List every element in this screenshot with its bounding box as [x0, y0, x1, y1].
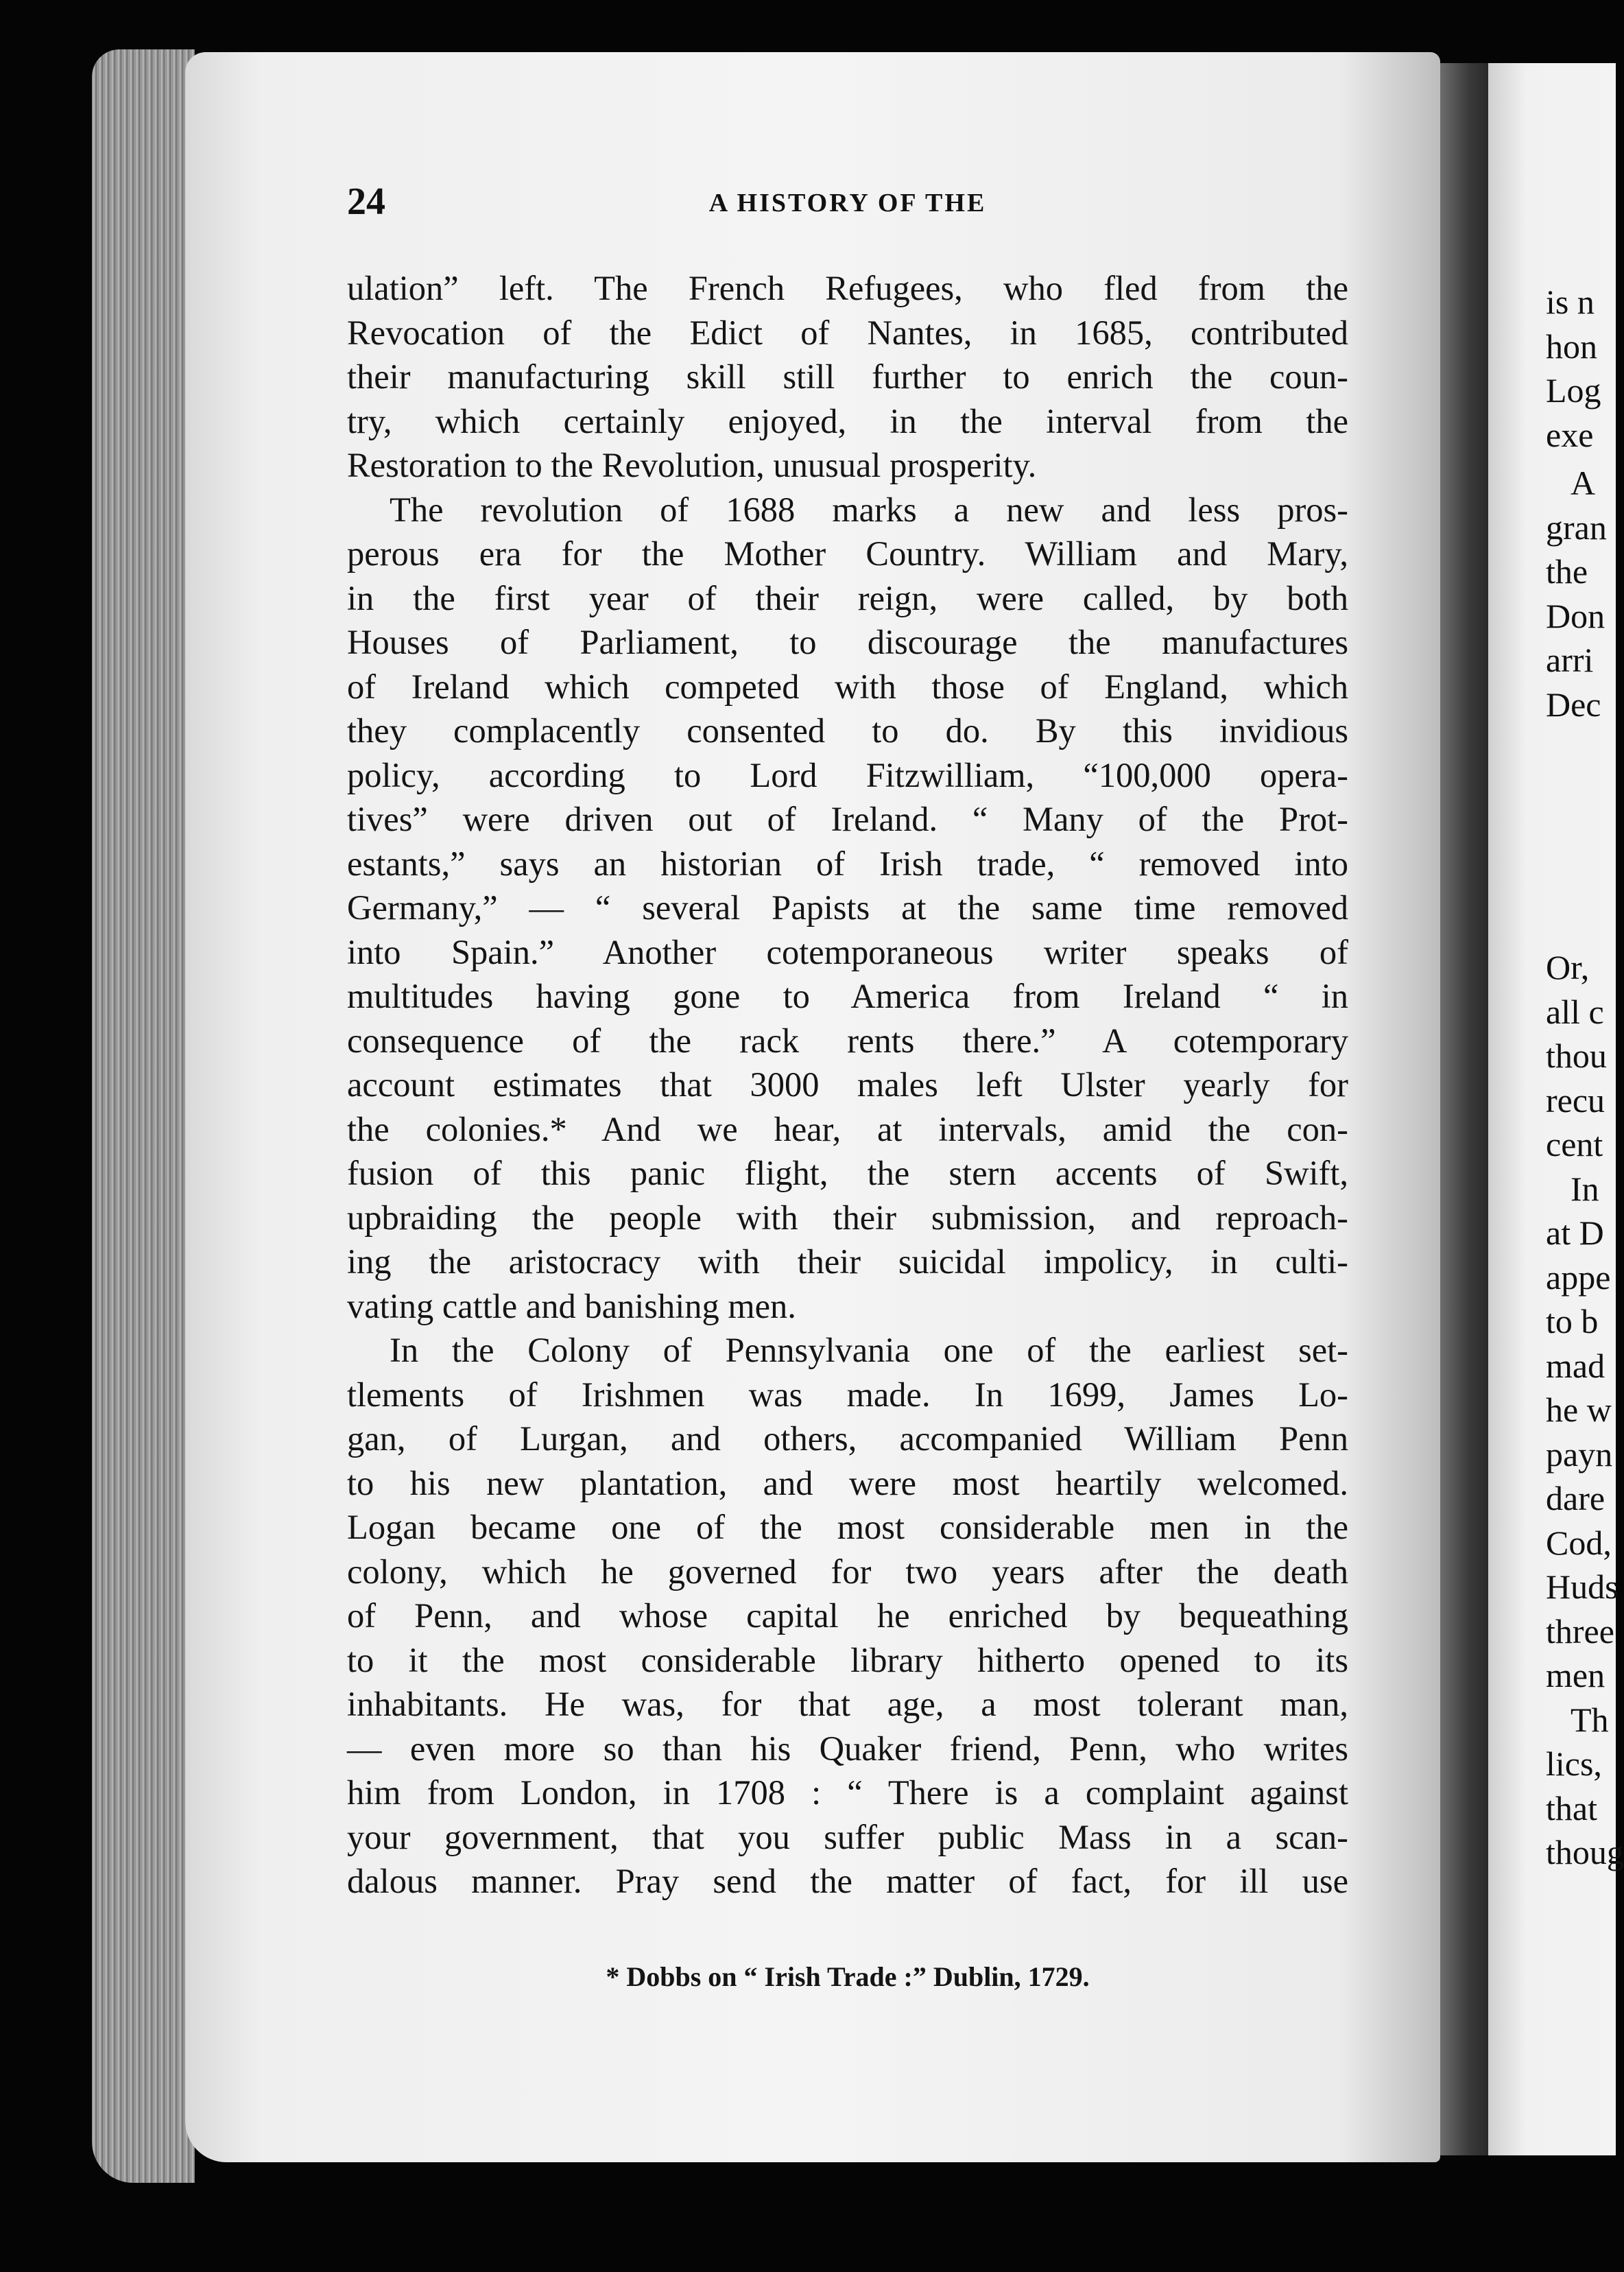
text-line: inhabitants. He was, for that age, a most tolerant man, — [347, 1685, 1348, 1723]
facing-text-line: gran — [1546, 508, 1607, 547]
running-head — [347, 180, 1348, 228]
text-line: estants,” says an historian of Irish trade, “ removed into — [347, 844, 1348, 883]
book-gutter — [1440, 63, 1488, 2155]
text-line: dalous manner. Pray send the matter of fact, for ill use — [347, 1862, 1348, 1900]
facing-text-line: Log — [1546, 371, 1601, 410]
text-line: vating cattle and banishing men. — [347, 1286, 796, 1325]
text-line: tives” were driven out of Ireland. “ Many of the Prot- — [347, 800, 1348, 838]
text-line: him from London, in 1708 : “ There is a complaint against — [347, 1773, 1348, 1812]
text-line: consequence of the rack rents there.” A cotemporary — [347, 1021, 1348, 1060]
text-line: account estimates that 3000 males left Ulster yearly for — [347, 1065, 1348, 1104]
facing-text-line: A — [1571, 464, 1596, 503]
text-line: in the first year of their reign, were called, by both — [347, 578, 1348, 617]
text-line: try, which certainly enjoyed, in the interval from the — [347, 401, 1348, 440]
text-line: In the Colony of Pennsylvania one of the earliest set- — [390, 1331, 1348, 1369]
facing-text-line: the — [1546, 552, 1588, 591]
text-line: gan, of Lurgan, and others, accompanied William Penn — [347, 1419, 1348, 1458]
text-line: Logan became one of the most considerable men in the — [347, 1508, 1348, 1546]
facing-text-line: In — [1571, 1169, 1599, 1208]
text-line: their manufacturing skill still further to enrich the coun- — [347, 357, 1348, 396]
page-number: 24 — [347, 180, 385, 223]
facing-text-line: recu — [1546, 1080, 1605, 1120]
text-line: ing the aristocracy with their suicidal impolicy, in culti- — [347, 1242, 1348, 1281]
facing-text-line: he w — [1546, 1391, 1612, 1429]
facing-text-line: three — [1546, 1611, 1614, 1650]
book-page-edges — [92, 49, 195, 2183]
facing-text-line: arri — [1546, 641, 1594, 680]
facing-text-line: payn — [1546, 1434, 1613, 1474]
text-line: to it the most considerable library hitherto opened to its — [347, 1640, 1348, 1679]
facing-text-line: is n — [1546, 283, 1595, 321]
body-text — [347, 266, 1348, 1904]
facing-text-line: Don — [1546, 596, 1605, 635]
facing-text-line: that — [1546, 1788, 1597, 1827]
text-line: policy, according to Lord Fitzwilliam, “100,000 opera- — [347, 755, 1348, 794]
facing-text-line: thoug — [1546, 1833, 1624, 1871]
text-line: Germany,” — “ several Papists at the same time removed — [347, 888, 1348, 927]
footnote: * Dobbs on “ Irish Trade :” Dublin, 1729. — [606, 1961, 1090, 1992]
text-line: — even more so than his Quaker friend, Penn, who writes — [347, 1729, 1348, 1768]
facing-page-fragment — [1488, 63, 1624, 2155]
text-line: they complacently consented to do. By this invidious — [347, 711, 1348, 750]
facing-text-line: at D — [1546, 1214, 1604, 1252]
text-line: your government, that you suffer public Mass in a scan- — [347, 1817, 1348, 1856]
text-line: multitudes having gone to America from Ireland “ in — [347, 977, 1348, 1015]
facing-text-line: Th — [1571, 1700, 1609, 1739]
text-line: Restoration to the Revolution, unusual prosperity. — [347, 446, 1037, 484]
text-line: of Ireland which competed with those of England, which — [347, 667, 1348, 706]
facing-text-line: Cod, — [1546, 1523, 1612, 1562]
facing-text-line: mad — [1546, 1346, 1605, 1385]
text-line: the colonies.* And we hear, at intervals, amid the con- — [347, 1109, 1348, 1148]
facing-text-line: Dec — [1546, 685, 1601, 724]
facing-text-line: thou — [1546, 1037, 1607, 1075]
text-line: of Penn, and whose capital he enriched by bequeathing — [347, 1596, 1348, 1635]
text-line: Revocation of the Edict of Nantes, in 1685, contributed — [347, 313, 1348, 352]
text-line: The revolution of 1688 marks a new and less pros- — [390, 490, 1348, 529]
text-line: to his new plantation, and were most heartily welcomed. — [347, 1463, 1348, 1502]
text-line: Houses of Parliament, to discourage the manufactures — [347, 623, 1348, 661]
facing-text-line: Huds — [1546, 1567, 1619, 1606]
text-line: colony, which he governed for two years after the death — [347, 1552, 1348, 1591]
text-line: perous era for the Mother Country. William and Mary, — [347, 534, 1348, 573]
facing-text-line: lics, — [1546, 1744, 1602, 1783]
text-line: into Spain.” Another cotemporaneous writer speaks of — [347, 932, 1348, 971]
facing-text-line: to b — [1546, 1302, 1599, 1340]
facing-text-line: all c — [1546, 992, 1604, 1031]
text-line: fusion of this panic flight, the stern accents of Swift, — [347, 1154, 1348, 1192]
text-line: upbraiding the people with their submission, and reproach- — [347, 1198, 1348, 1237]
facing-text-line: appe — [1546, 1257, 1611, 1297]
running-title: A HISTORY OF THE — [708, 189, 987, 217]
facing-text-line: exe — [1546, 415, 1594, 454]
facing-text-line: dare — [1546, 1479, 1605, 1517]
facing-text-line: cent — [1546, 1125, 1603, 1163]
text-line: ulation” left. The French Refugees, who fled from the — [347, 269, 1348, 307]
facing-text-line: Or, — [1546, 948, 1590, 986]
facing-text-line: hon — [1546, 327, 1597, 366]
facing-text-line: men — [1546, 1656, 1605, 1694]
text-line: tlements of Irishmen was made. In 1699, James Lo- — [347, 1375, 1348, 1414]
